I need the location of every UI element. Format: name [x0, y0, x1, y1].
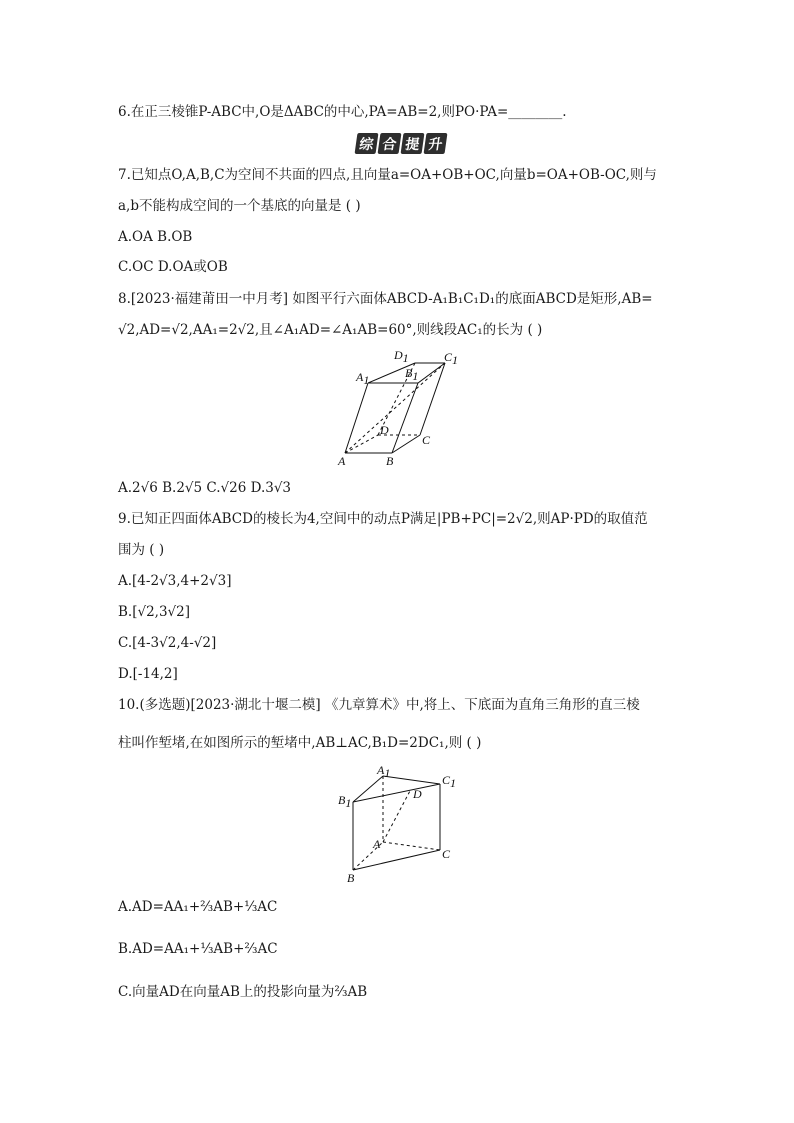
- label-b1: B1: [338, 793, 352, 810]
- label-c1: C1: [442, 773, 457, 790]
- label-a: A: [373, 837, 381, 851]
- question-10-option-a: A.AD=AA₁+⅔AB+⅓AC: [118, 899, 278, 915]
- question-8-line-1: 8.[2023·福建莆田一中月考] 如图平行六面体ABCD-A₁B₁C₁D₁的底面ABCD是矩形,AB=: [118, 291, 653, 307]
- parallelepiped-figure: [330, 345, 465, 470]
- question-10-option-b: B.AD=AA₁+⅓AB+⅔AC: [118, 941, 278, 957]
- label-d: D: [413, 787, 422, 801]
- section-banner: [356, 133, 446, 155]
- question-6: 6.在正三棱锥P-ABC中,O是ΔABC的中心,PA=AB=2,则PO·PA=________.: [118, 104, 567, 120]
- banner-char: 综: [355, 133, 379, 154]
- question-10-option-c: C.向量AD在向量AB上的投影向量为⅔AB: [118, 984, 368, 1000]
- label-a1: A1: [356, 370, 370, 387]
- question-7-line-2: a,b不能构成空间的一个基底的向量是 ( ): [118, 198, 361, 214]
- question-9-option-d: D.[-14,2]: [118, 666, 178, 682]
- label-b: B: [347, 871, 355, 885]
- banner-char: 提: [401, 133, 425, 154]
- label-c: C: [442, 847, 451, 861]
- label-d1: D1: [394, 348, 409, 365]
- question-8-line-2: √2,AD=√2,AA₁=2√2,且∠A₁AD=∠A₁AB=60°,则线段AC₁的长为 ( ): [118, 322, 543, 338]
- label-a: A: [338, 454, 346, 468]
- question-7-options-cd: C.OC D.OA或OB: [118, 259, 228, 275]
- question-9-option-c: C.[4-3√2,4-√2]: [118, 635, 217, 651]
- question-7-options-ab: A.OA B.OB: [118, 229, 193, 245]
- label-c1: C1: [444, 350, 459, 367]
- label-d: D: [380, 423, 389, 437]
- prism-figure: [335, 762, 465, 887]
- question-7-line-1: 7.已知点O,A,B,C为空间不共面的四点,且向量a=OA+OB+OC,向量b=OA+OB-OC,则与: [118, 167, 657, 183]
- question-9-line-2: 围为 ( ): [118, 542, 165, 558]
- banner-char: 升: [424, 133, 448, 154]
- question-9-line-1: 9.已知正四面体ABCD的棱长为4,空间中的动点P满足|PB+PC|=2√2,则AP·PD的取值范: [118, 511, 648, 527]
- question-9-option-a: A.[4-2√3,4+2√3]: [118, 573, 232, 589]
- question-8-options: A.2√6 B.2√5 C.√26 D.3√3: [118, 480, 292, 496]
- label-b: B: [386, 454, 394, 468]
- label-c: C: [422, 433, 431, 447]
- question-10-line-2: 柱叫作堑堵,在如图所示的堑堵中,AB⊥AC,B₁D=2DC₁,则 ( ): [118, 735, 482, 751]
- banner-char: 合: [378, 133, 402, 154]
- label-b1: B1: [405, 366, 419, 383]
- question-9-option-b: B.[√2,3√2]: [118, 604, 191, 620]
- question-10-line-1: 10.(多选题)[2023·湖北十堰二模] 《九章算术》中,将上、下底面为直角三角形的直三棱: [118, 697, 640, 713]
- label-a1: A1: [377, 763, 391, 780]
